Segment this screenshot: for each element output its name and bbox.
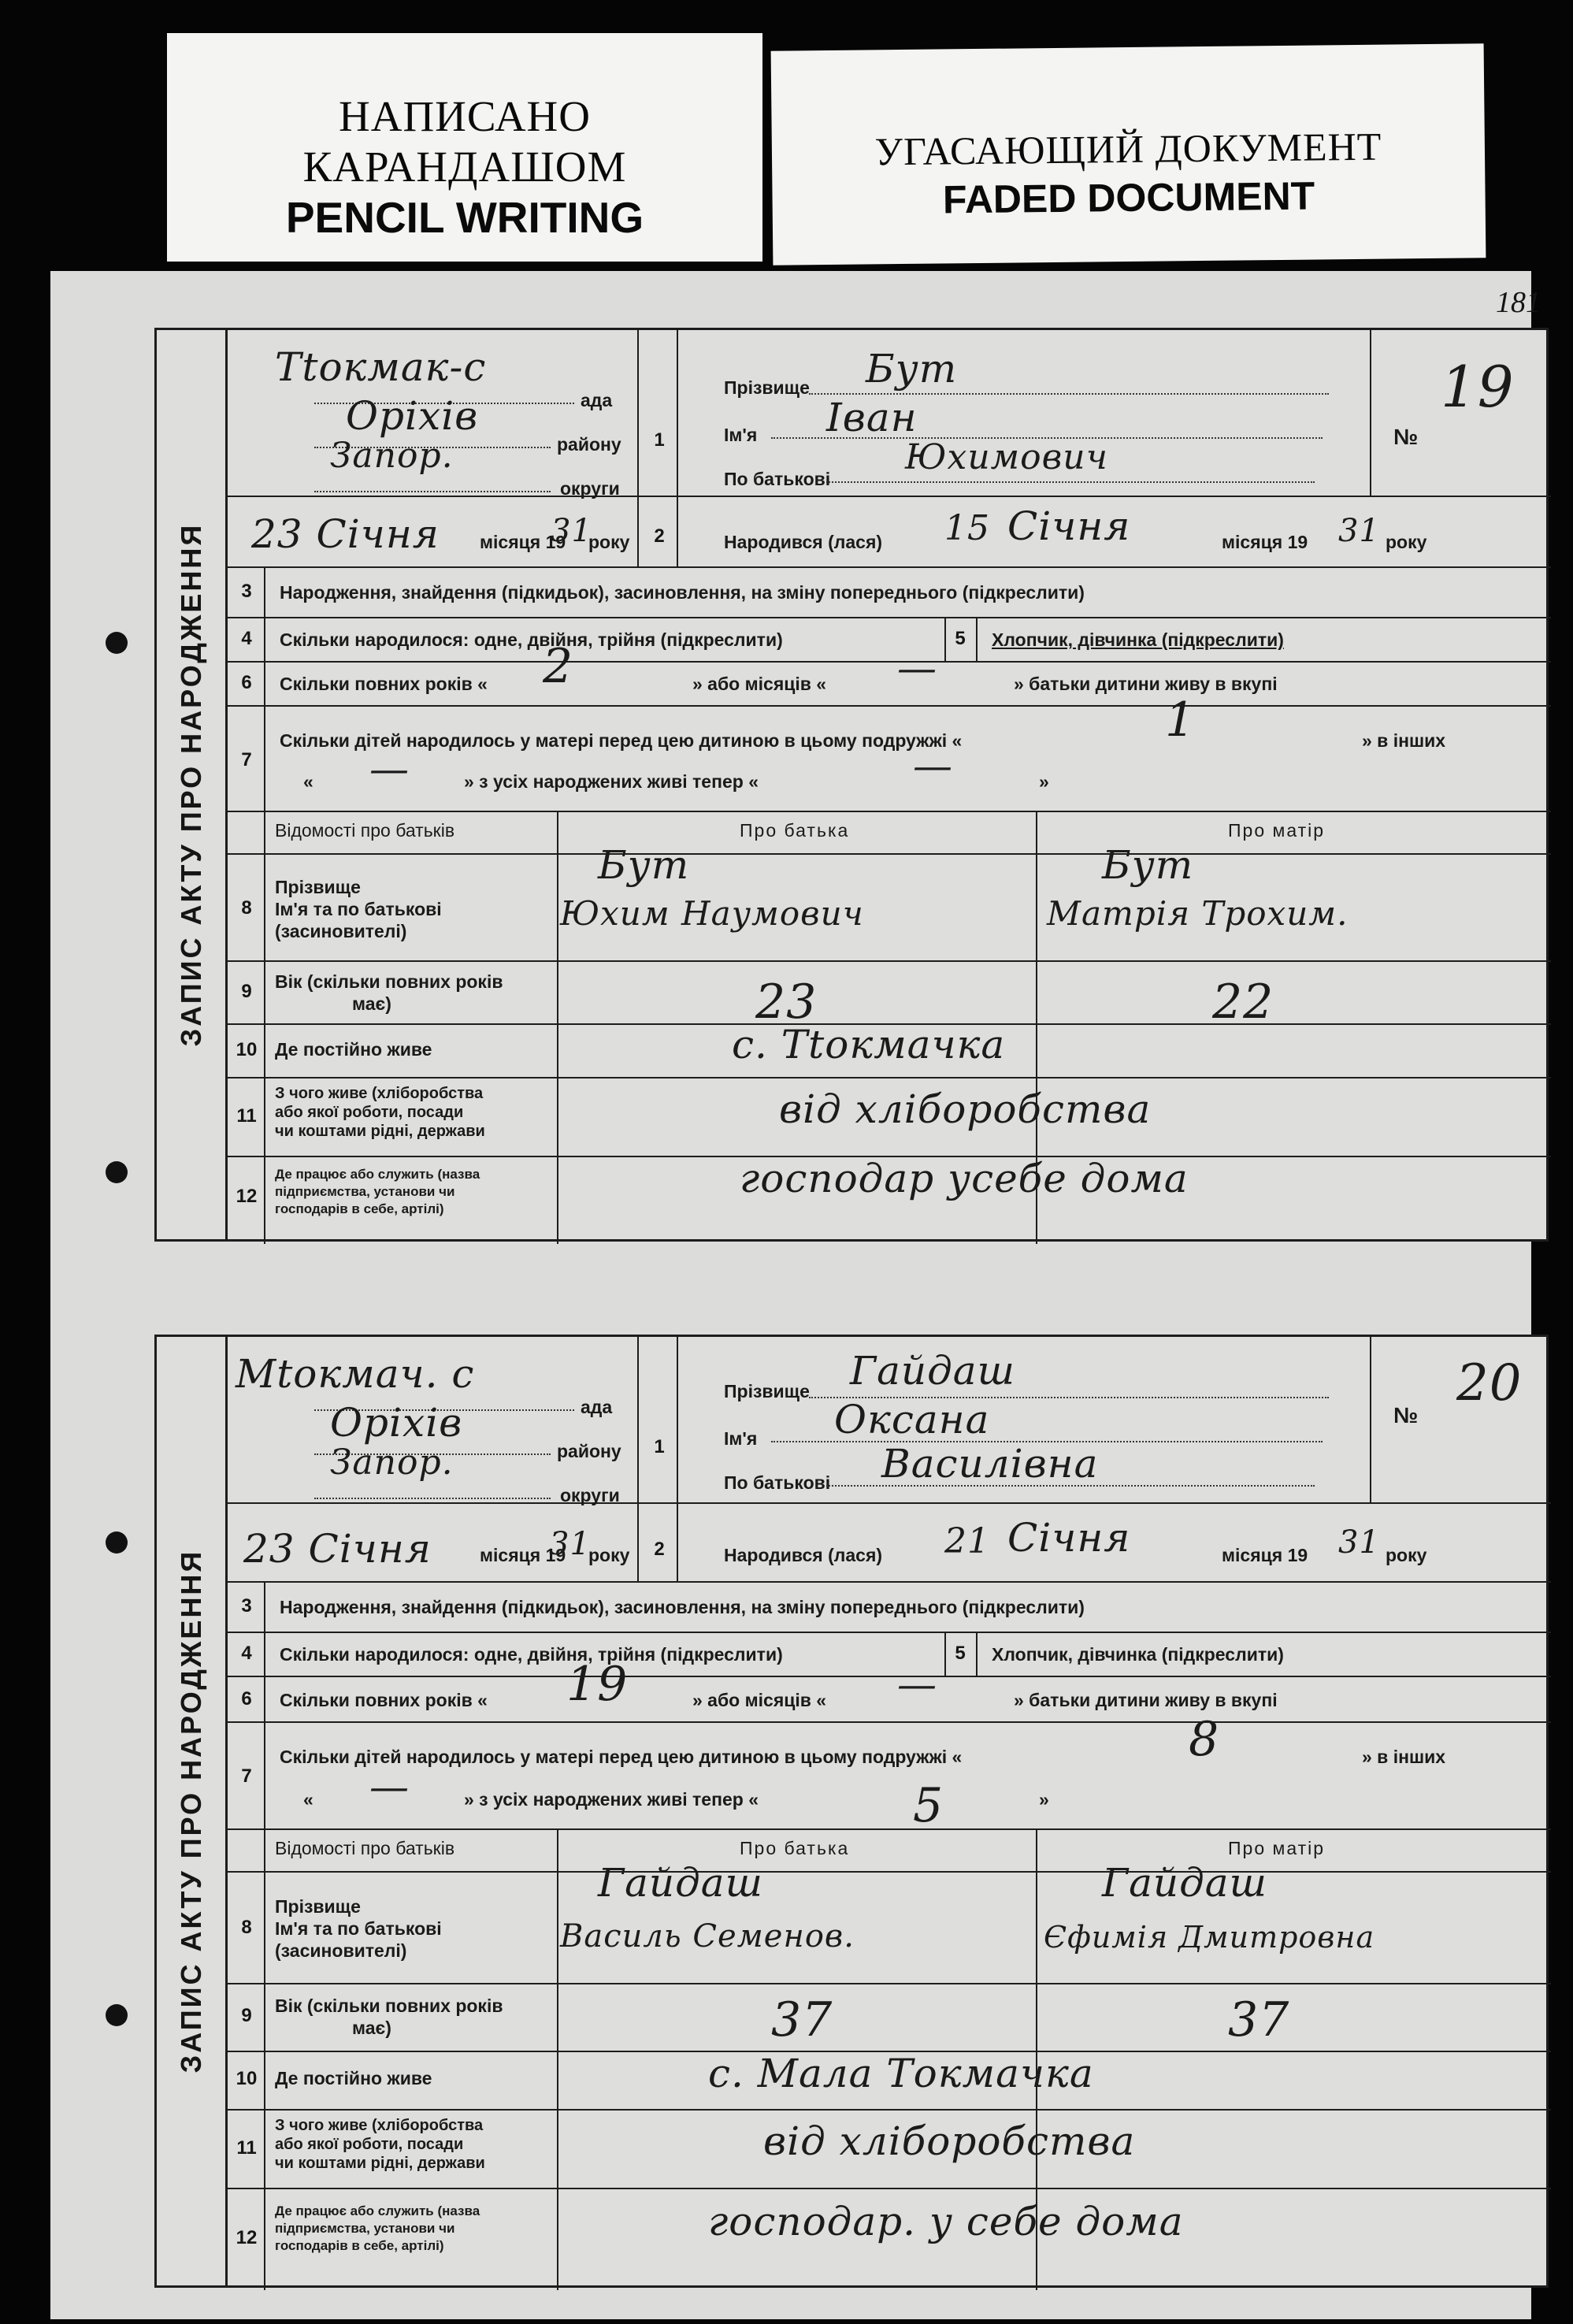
row8-label-a: Прізвище bbox=[275, 877, 361, 897]
row9-label-b: має) bbox=[352, 2018, 391, 2038]
row4-text: Скільки народилося: одне, двійня, трійня (підкреслити) bbox=[280, 1644, 783, 1665]
row7-text-d: » з усіх народжених живі тепер « bbox=[464, 1789, 759, 1810]
register-page bbox=[50, 271, 1541, 2319]
parents-header: Відомості про батьків bbox=[275, 1838, 455, 1858]
child-surname: Гайдаш bbox=[850, 1348, 1015, 1394]
child-patronymic: Юхимович bbox=[905, 437, 1108, 477]
father-header: Про батька bbox=[740, 820, 850, 841]
row-number: 4 bbox=[241, 628, 252, 649]
row3-text: Народження, знайдення (підкидьок), засиновлення, на зміну попереднього (підкреслити) bbox=[280, 1597, 1085, 1617]
row12-label-c: господарів в себе, артілі) bbox=[275, 2238, 444, 2253]
year-label: року bbox=[588, 532, 630, 552]
row7-text-d: » з усіх народжених живі тепер « bbox=[464, 771, 759, 792]
row10-label: Де постійно живе bbox=[275, 2068, 432, 2088]
child-surname: Бут bbox=[866, 346, 958, 392]
row-number: 9 bbox=[241, 2005, 252, 2026]
rada-label: ада bbox=[581, 1397, 613, 1417]
row11-label-c: чи коштами рідні, держави bbox=[275, 2155, 485, 2172]
row-number: 1 bbox=[654, 1436, 665, 1457]
name-label: Ім'я bbox=[724, 1428, 758, 1449]
child-name: Оксана bbox=[834, 1397, 990, 1442]
mother-header: Про матір bbox=[1228, 820, 1326, 841]
row6-text-b: » або місяців « bbox=[692, 674, 827, 694]
row3-text: Народження, знайдення (підкидьок), засиновлення, на зміну попереднього (підкреслити) bbox=[280, 582, 1085, 603]
birth-month: Січня bbox=[1007, 1515, 1131, 1561]
row-number: 5 bbox=[955, 1643, 966, 1664]
row8-label-c: (засиновителі) bbox=[275, 1940, 407, 1961]
row7-text-c: « bbox=[303, 771, 313, 792]
row8-label-a: Прізвище bbox=[275, 1896, 361, 1917]
record-number: 19 bbox=[1441, 354, 1515, 420]
row9-label-a: Вік (скільки повних років bbox=[275, 1995, 503, 2016]
punch-hole bbox=[106, 2004, 128, 2026]
month-label: місяця 19 bbox=[480, 532, 566, 552]
row12-label-c: господарів в себе, артілі) bbox=[275, 1201, 444, 1216]
birth-month: Січня bbox=[1007, 503, 1131, 549]
okruhy-label: округи bbox=[560, 1485, 620, 1505]
row7-text-a: Скільки дітей народилось у матері перед цею дитиною в цьому подружжі « bbox=[280, 730, 963, 751]
row-number: 1 bbox=[654, 429, 665, 451]
rayonu-label: району bbox=[557, 434, 621, 455]
means-of-living: від хліборобства bbox=[763, 2118, 1136, 2164]
born-year-label: року bbox=[1386, 532, 1427, 552]
row5-text: Хлопчик, дівчинка (підкреслити) bbox=[992, 629, 1284, 650]
residence: с. Мала Токмачка bbox=[708, 2051, 1094, 2096]
children-other: — bbox=[369, 1764, 410, 1810]
row11-label-a: З чого живе (хліборобства bbox=[275, 1085, 484, 1102]
row-number: 7 bbox=[241, 1765, 252, 1787]
born-label: Народився (лася) bbox=[724, 532, 883, 552]
child-patronymic: Василівна bbox=[881, 1441, 1099, 1487]
registration-date: 23 Січня bbox=[243, 1526, 432, 1572]
row-number: 11 bbox=[236, 2137, 257, 2159]
row6-text-a: Скільки повних років « bbox=[280, 674, 488, 694]
row11-label-c: чи коштами рідні, держави bbox=[275, 1123, 485, 1140]
father-name: Юхим Наумович bbox=[560, 894, 864, 933]
mother-name: Матрія Трохим. bbox=[1047, 894, 1349, 933]
row-number: 4 bbox=[241, 1643, 252, 1664]
row10-label: Де постійно живе bbox=[275, 1039, 432, 1060]
row-number: 10 bbox=[236, 2068, 258, 2089]
row9-label-b: має) bbox=[352, 993, 391, 1014]
rayonu-label: району bbox=[557, 1441, 621, 1461]
row8-label-b: Ім'я та по батькові bbox=[275, 1918, 442, 1939]
row-number: 10 bbox=[236, 1039, 258, 1060]
surname-label: Прізвище bbox=[724, 1381, 810, 1401]
label-en: FADED DOCUMENT bbox=[942, 173, 1315, 222]
years-together: 2 bbox=[543, 639, 574, 694]
row-number: 8 bbox=[241, 897, 252, 919]
birth-record-20 bbox=[154, 1335, 1549, 2288]
father-header: Про батька bbox=[740, 1838, 850, 1858]
okruha-value: Запор. bbox=[330, 1442, 454, 1483]
born-year-label: року bbox=[1386, 1545, 1427, 1565]
row7-text-e: » bbox=[1039, 1789, 1049, 1810]
row-number: 3 bbox=[241, 581, 252, 602]
row-number: 12 bbox=[236, 2227, 258, 2248]
row-number: 3 bbox=[241, 1595, 252, 1617]
years-together: 19 bbox=[566, 1657, 629, 1712]
patronymic-label: По батькові bbox=[724, 1472, 831, 1493]
number-sign: № bbox=[1393, 425, 1419, 449]
row12-label-b: підприємства, установи чи bbox=[275, 2221, 455, 2236]
children-alive: 5 bbox=[913, 1778, 944, 1833]
faded-document-label bbox=[771, 43, 1486, 265]
row6-text-c: » батьки дитини живу в вкупі bbox=[1014, 674, 1278, 694]
birth-day: 21 bbox=[944, 1521, 990, 1561]
record-side-title: ЗАПИС АКТУ ПРО НАРОДЖЕННЯ bbox=[157, 330, 228, 1239]
birth-record-19 bbox=[154, 328, 1549, 1242]
birth-year: 31 bbox=[1338, 513, 1380, 549]
father-surname: Бут bbox=[598, 842, 690, 888]
village-value: Мtокмач. с bbox=[236, 1351, 475, 1397]
district-value: Оріхів bbox=[346, 393, 479, 439]
birth-year: 31 bbox=[1338, 1524, 1380, 1561]
workplace: господар. у себе дома bbox=[708, 2199, 1184, 2244]
name-label: Ім'я bbox=[724, 425, 758, 445]
mother-header: Про матір bbox=[1228, 1838, 1326, 1858]
row-number: 6 bbox=[241, 672, 252, 693]
means-of-living: від хліборобства bbox=[779, 1086, 1152, 1132]
row6-text-c: » батьки дитини живу в вкупі bbox=[1014, 1690, 1278, 1710]
months-together: — bbox=[897, 645, 937, 691]
months-together: — bbox=[897, 1661, 937, 1707]
row7-text-c: « bbox=[303, 1789, 313, 1810]
birth-day: 15 bbox=[944, 508, 990, 548]
district-value: Оріхів bbox=[330, 1400, 463, 1446]
row-number: 2 bbox=[654, 1539, 665, 1560]
born-month-label: місяця 19 bbox=[1222, 1545, 1308, 1565]
children-alive: — bbox=[913, 743, 953, 789]
registration-year: 31 bbox=[551, 513, 592, 549]
row11-label-b: або якої роботи, посади bbox=[275, 2136, 464, 2153]
registration-date: 23 Січня bbox=[251, 511, 440, 557]
pencil-writing-label bbox=[167, 33, 762, 262]
row-number: 11 bbox=[236, 1105, 257, 1127]
row11-label-b: або якої роботи, посади bbox=[275, 1104, 464, 1121]
record-number: 20 bbox=[1456, 1354, 1523, 1413]
row4-text: Скільки народилося: одне, двійня, трійня (підкреслити) bbox=[280, 629, 783, 650]
father-age: 37 bbox=[771, 1992, 833, 2047]
row-number: 8 bbox=[241, 1917, 252, 1938]
children-other: — bbox=[369, 746, 410, 792]
row-number: 9 bbox=[241, 981, 252, 1002]
row-number: 6 bbox=[241, 1688, 252, 1710]
row-number: 2 bbox=[654, 525, 665, 547]
okruhy-label: округи bbox=[560, 478, 620, 499]
row7-text-e: » bbox=[1039, 771, 1049, 792]
row7-text-a: Скільки дітей народилось у матері перед цею дитиною в цьому подружжі « bbox=[280, 1747, 963, 1767]
row12-label-b: підприємства, установи чи bbox=[275, 1184, 455, 1199]
punch-hole bbox=[106, 1531, 128, 1554]
punch-hole bbox=[106, 1161, 128, 1183]
okruha-value: Запор. bbox=[330, 436, 454, 476]
label-ru: УГАСАЮЩИЙ ДОКУМЕНТ bbox=[874, 124, 1382, 174]
year-label: року bbox=[588, 1545, 630, 1565]
number-sign: № bbox=[1393, 1403, 1419, 1427]
row8-label-b: Ім'я та по батькові bbox=[275, 899, 442, 919]
row11-label-a: З чого живе (хліборобства bbox=[275, 2117, 484, 2134]
rada-label: ада bbox=[581, 390, 613, 410]
row12-label-a: Де працює або служить (назва bbox=[275, 1167, 480, 1182]
village-value: Тtокмак-с bbox=[275, 344, 487, 390]
row6-text-b: » або місяців « bbox=[692, 1690, 827, 1710]
label-en: PENCIL WRITING bbox=[285, 193, 644, 242]
punch-hole bbox=[106, 632, 128, 654]
row7-text-b: » в інших bbox=[1362, 730, 1446, 751]
row5-text: Хлопчик, дівчинка (підкреслити) bbox=[992, 1644, 1284, 1665]
mother-name: Єфимія Дмитровна bbox=[1044, 1920, 1375, 1955]
mother-age: 22 bbox=[1212, 975, 1274, 1030]
surname-label: Прізвище bbox=[724, 377, 810, 398]
mother-surname: Бут bbox=[1102, 842, 1194, 888]
mother-surname: Гайдаш bbox=[1102, 1860, 1267, 1906]
children-before: 1 bbox=[1165, 692, 1196, 748]
mother-age: 37 bbox=[1228, 1992, 1290, 2047]
row8-label-c: (засиновителі) bbox=[275, 921, 407, 941]
record-side-title: ЗАПИС АКТУ ПРО НАРОДЖЕННЯ bbox=[157, 1337, 228, 2285]
label-ru-line1: НАПИСАНО bbox=[339, 92, 591, 140]
father-surname: Гайдаш bbox=[598, 1860, 763, 1906]
father-age: 23 bbox=[755, 975, 818, 1030]
registration-year: 31 bbox=[549, 1526, 591, 1562]
label-ru-line2: КАРАНДАШОМ bbox=[302, 143, 627, 191]
row9-label-a: Вік (скільки повних років bbox=[275, 971, 503, 992]
row7-text-b: » в інших bbox=[1362, 1747, 1446, 1767]
page-number: 181 bbox=[1496, 286, 1541, 319]
patronymic-label: По батькові bbox=[724, 469, 831, 489]
residence: с. Тtокмачка bbox=[732, 1022, 1006, 1067]
row12-label-a: Де працює або служить (назва bbox=[275, 2203, 480, 2218]
born-label: Народився (лася) bbox=[724, 1545, 883, 1565]
row-number: 5 bbox=[955, 628, 966, 649]
child-name: Іван bbox=[826, 395, 918, 440]
workplace: господар усебе дома bbox=[740, 1156, 1189, 1201]
parents-header: Відомості про батьків bbox=[275, 820, 455, 841]
row6-text-a: Скільки повних років « bbox=[280, 1690, 488, 1710]
row-number: 12 bbox=[236, 1186, 258, 1207]
row-number: 7 bbox=[241, 749, 252, 770]
children-before: 8 bbox=[1189, 1712, 1220, 1767]
month-label: місяця 19 bbox=[480, 1545, 566, 1565]
father-name: Василь Семенов. bbox=[560, 1918, 855, 1955]
born-month-label: місяця 19 bbox=[1222, 532, 1308, 552]
